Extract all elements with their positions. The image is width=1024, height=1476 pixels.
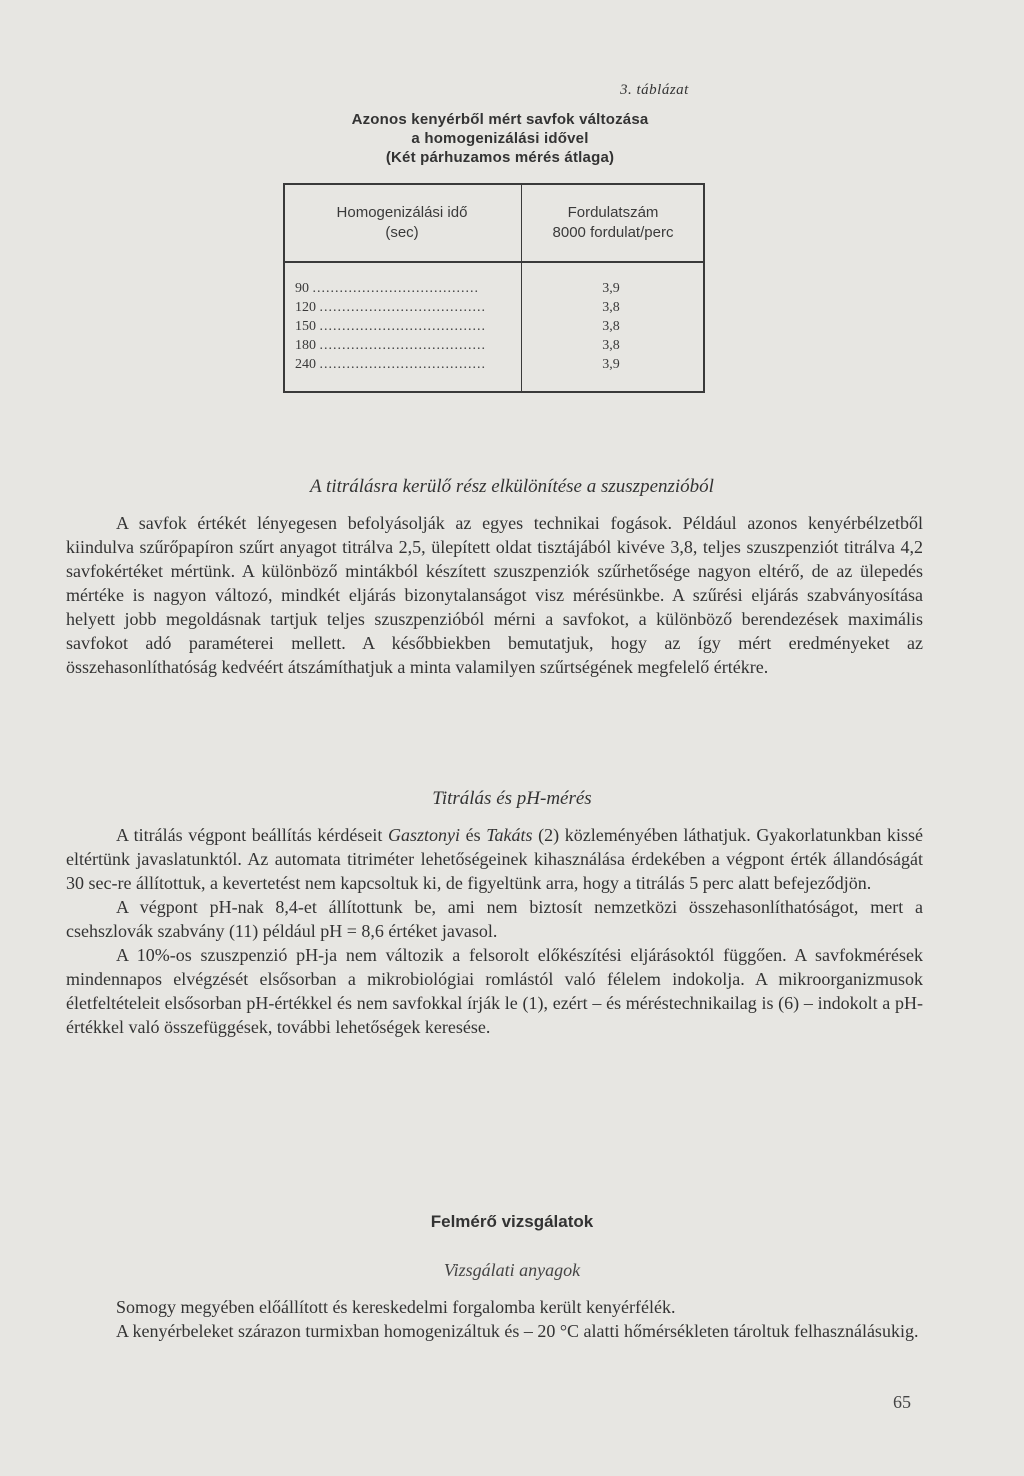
caption-line-3: (Két párhuzamos mérés átlaga) <box>385 149 615 166</box>
section-body-materials <box>66 1295 923 1343</box>
table-row <box>283 317 705 336</box>
table-row <box>283 355 705 374</box>
table-caption <box>260 110 740 167</box>
row-time: 150 ..................................... <box>295 319 486 334</box>
caption-line-2: a homogenizálási idővel <box>411 130 589 147</box>
table-row <box>283 279 705 298</box>
row-value: 3,8 <box>602 319 620 334</box>
table-number: 3. táblázat <box>620 82 689 98</box>
row-value: 3,9 <box>602 357 620 372</box>
page-number: 65 <box>893 1392 911 1412</box>
table-bottom-rule <box>283 391 705 393</box>
author-takats: Takáts <box>486 825 533 845</box>
paragraph: A végpont pH-nak 8,4-et állítottunk be, ami nem biztosít nemzetközi összehasonlíthatóságot, mert a csehszlovák szabvány (11) például pH = 8,6 értéket javasol. <box>66 897 923 941</box>
paragraph: A kenyérbeleket szárazon turmixban homogenizáltuk és – 20 °C alatti hőmérsékleten tároltuk felhasználásukig. <box>116 1321 919 1341</box>
author-gasztonyi: Gasztonyi <box>387 825 460 845</box>
section-body-separation <box>66 511 923 679</box>
column-header-time-label: Homogenizálási idő <box>336 204 468 221</box>
row-value: 3,8 <box>602 300 620 315</box>
data-table <box>283 183 705 393</box>
subsection-heading-materials: Vizsgálati anyagok <box>443 1260 581 1280</box>
paragraph: A 10%-os szuszpenzió pH-ja nem változik a felsorolt előkészítési eljárásoktól függően. A savfokmérések mindennapos elvégzését elsősorban a mikrobiológiai romlástól való félelem indokolja. A mikroorganizmusok életfeltételeit elsősorban pH-értékkel és nem savfokkal írják le (1), ezért – és méréstechnikailag is (6) – indokolt a pH-értékkel való összefüggések, további lehetőségek keresése. <box>66 945 923 1037</box>
row-time: 120 ..................................... <box>295 300 486 315</box>
table-top-rule <box>283 183 705 185</box>
section-heading-survey: Felmérő vizsgálatok <box>430 1212 594 1231</box>
column-header-speed <box>521 203 705 243</box>
table-row <box>283 298 705 317</box>
section-body-titration <box>66 823 923 1039</box>
row-time: 240 ..................................... <box>295 357 486 372</box>
row-time: 90 ..................................... <box>295 281 479 296</box>
column-header-time <box>283 203 521 243</box>
row-time: 180 ..................................... <box>295 338 486 353</box>
paragraph: Somogy megyében előállított és kereskedelmi forgalomba került kenyérfélék. <box>116 1297 676 1317</box>
paragraph: A titrálás végpont beállítás kérdéseit Gasztonyi és Takáts (2) közleményében láthatjuk. Gyakorlatunkban kissé eltértünk javaslatunktól. Az automata titriméter lehetőségeinek kihasználása érdekében a végpont érték állandóságát 30 sec-re állítottuk, a kevertetést nem kapcsoltuk ki, de figyeltünk arra, hogy a titrálás 5 perc alatt befejeződjön. <box>66 825 923 893</box>
caption-line-1: Azonos kenyérből mért savfok változása <box>351 111 649 128</box>
column-header-speed-unit: 8000 fordulat/perc <box>552 224 674 241</box>
row-value: 3,9 <box>602 281 620 296</box>
paragraph: A savfok értékét lényegesen befolyásolják az egyes technikai fogások. Például azonos kenyérbélzetből kiindulva szűrőpapíron szűrt anyagot titrálva 2,5, ülepített oldat tisztájából kivéve 3,8, teljes szuszpenziót titrálva 4,2 savfokértéket mértünk. A különböző mintákból készített szuszpenziók szűrhetősége nagyon eltérő, de az ülepedés mértéke is nagyon változó, mindkét eljárás bizonytalanságot visz mérésünkbe. A szűrési eljárás szabványosítása helyett jobb megoldásnak tartjuk teljes szuszpenzióból mérni a savfokot, a különböző berendezések maximális savfokot adó paraméterei mellett. A későbbiekben bemutatjuk, hogy az így mért eredményeket az összehasonlíthatóság kedvéért átszámíthatjuk a minta valamilyen szűrtségének megfelelő értékre. <box>66 513 923 677</box>
column-header-speed-label: Fordulatszám <box>567 204 659 221</box>
table-header-rule <box>283 261 705 263</box>
row-value: 3,8 <box>602 338 620 353</box>
table-body <box>283 279 705 374</box>
section-heading-separation: A titrálásra kerülő rész elkülönítése a szuszpenzióból <box>310 476 714 497</box>
section-heading-titration: Titrálás és pH-mérés <box>432 788 592 809</box>
table-row <box>283 336 705 355</box>
column-header-time-unit: (sec) <box>385 224 419 241</box>
